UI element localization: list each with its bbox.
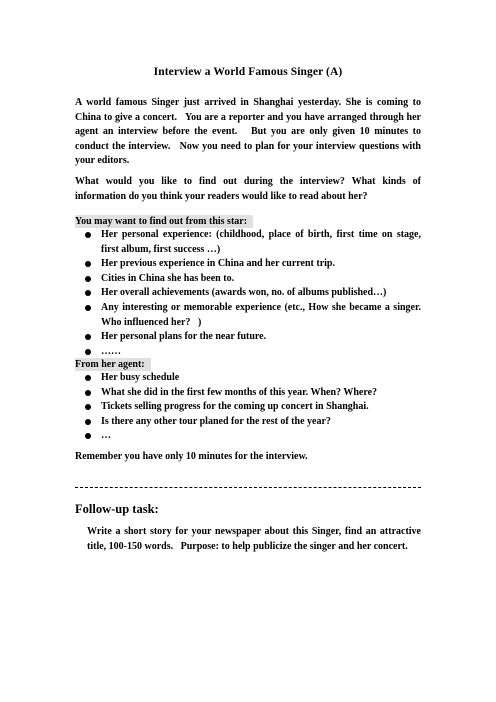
- bullet-icon: [85, 433, 91, 439]
- list-item-text: Any interesting or memorable experience (etc., How she became a singer. Who influenced her? ): [101, 301, 421, 328]
- followup-paragraph: Write a short story for your newspaper about this Singer, find an attractive title, 100-150 words. Purpose: to help publicize the singer and her concert.: [87, 526, 421, 552]
- list-item-text: What she did in the first few months of this year. When? Where?: [101, 386, 378, 398]
- list-item: [75, 415, 421, 430]
- list-item-text: …: [101, 430, 111, 442]
- list-item-text: Tickets selling progress for the coming up concert in Shanghai.: [101, 401, 369, 413]
- list-item: [75, 386, 421, 401]
- bullet-icon: [85, 261, 91, 267]
- reminder-text: Remember you have only 10 minutes for the interview.: [75, 451, 308, 462]
- bullet-icon: [85, 290, 91, 296]
- list-item: [75, 272, 421, 287]
- followup-heading: Follow-up task:: [75, 502, 159, 516]
- question-paragraph: What would you like to find out during the interview? What kinds of information do you think your readers would like to read about her?: [75, 176, 421, 202]
- bullet-icon: [85, 419, 91, 425]
- dashed-divider: [75, 487, 421, 488]
- list-item: [75, 301, 421, 330]
- list-item: [75, 228, 421, 257]
- bullet-icon: [85, 276, 91, 282]
- list-item: [75, 371, 421, 386]
- list-item-text: Her overall achievements (awards won, no. of albums published…): [101, 287, 387, 299]
- list-item-text: Is there any other tour planed for the rest of the year?: [101, 415, 331, 427]
- list-item-text: ……: [101, 345, 121, 357]
- star-question-list: [75, 228, 421, 359]
- agent-section-label: From her agent:: [75, 358, 151, 371]
- intro-paragraph: A world famous Singer just arrived in Shanghai yesterday. She is coming to China to give a concert. You are a reporter and you have arranged through her agent an interview before the event. But you are only given 10 minutes to conduct the interview. Now you need to plan for your interview questions with your editors.: [75, 97, 421, 167]
- list-item-text: Her previous experience in China and her current trip.: [101, 258, 335, 270]
- bullet-icon: [85, 390, 91, 396]
- bullet-icon: [85, 334, 91, 340]
- bullet-icon: [85, 305, 91, 311]
- list-item: [75, 257, 421, 272]
- list-item: [75, 429, 421, 444]
- list-item: [75, 330, 421, 345]
- bullet-icon: [85, 404, 91, 410]
- agent-question-list: [75, 371, 421, 444]
- bullet-icon: [85, 375, 91, 381]
- list-item-text: Her personal experience: (childhood, place of birth, first time on stage, first album, first success …): [101, 229, 421, 255]
- bullet-icon: [85, 349, 91, 355]
- list-item: [75, 286, 421, 301]
- list-item-text: Her busy schedule: [101, 372, 180, 383]
- document-title: Interview a World Famous Singer (A): [153, 66, 343, 78]
- list-item-text: Her personal plans for the near future.: [101, 331, 267, 343]
- star-section-label: You may want to find out from this star:: [75, 215, 253, 228]
- list-item: [75, 400, 421, 415]
- bullet-icon: [85, 232, 91, 238]
- list-item-text: Cities in China she has been to.: [101, 272, 235, 284]
